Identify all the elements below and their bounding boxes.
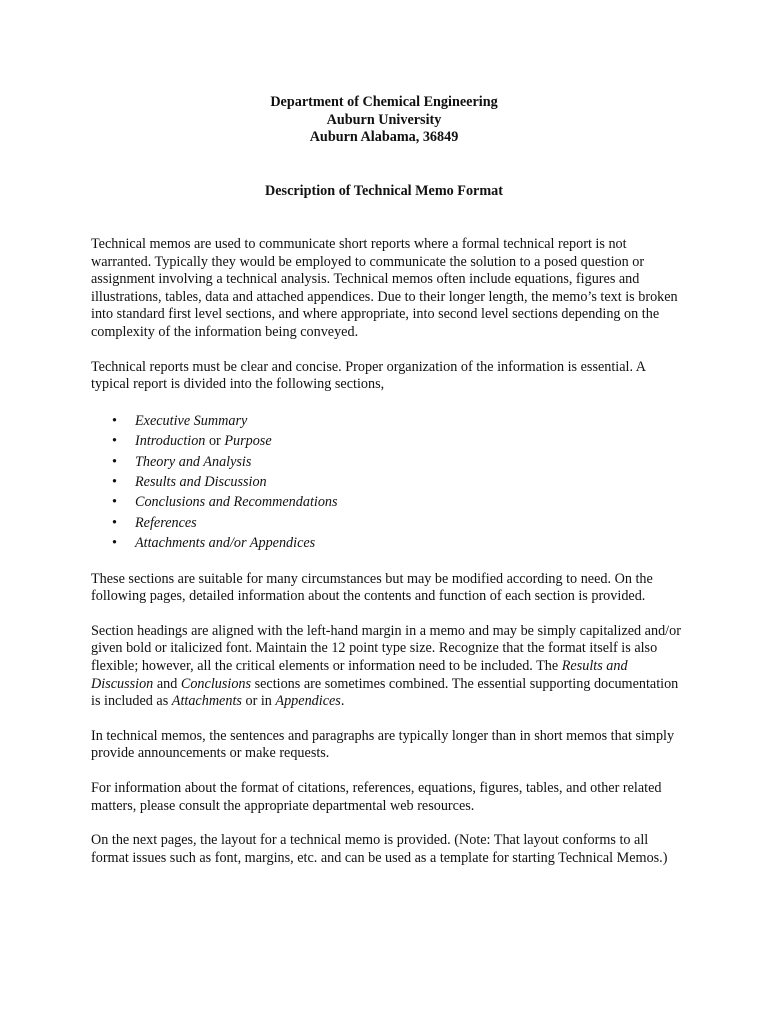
list-item — [91, 431, 681, 451]
section-name: References — [135, 514, 197, 531]
intro-paragraph: Technical memos are used to communicate short reports where a formal technical report is not warranted. Typically they would be employed to communicate the solution to a posed question or assignment involving a technical analysis. Technical memos often include equations, figures and illustrations, tables, data and attached appendices. Due to their longer length, the memo’s text is broken into standard first level sections, and where appropriate, into second level sections depending on the complexity of the information being conveyed. — [91, 236, 678, 340]
bullet-icon: • — [112, 494, 117, 511]
section-name: Theory and Analysis — [135, 453, 252, 470]
bullet-icon: • — [112, 453, 117, 470]
section-name: Results and Discussion — [135, 473, 267, 490]
conclusions-term: Conclusions — [180, 675, 252, 692]
headings-text: and — [153, 675, 181, 692]
bullet-icon: • — [112, 473, 117, 490]
resources-paragraph: For information about the format of citations, references, equations, figures, tables, and other related matters, please consult the appropriate departmental web resources. — [91, 779, 662, 814]
bullet-icon: • — [112, 433, 117, 450]
list-item — [91, 533, 681, 553]
list-item — [91, 411, 681, 431]
letterhead — [0, 94, 768, 147]
section-name: Executive Summary — [135, 412, 248, 429]
headings-text: or in — [241, 693, 276, 710]
next-pages-paragraph: On the next pages, the layout for a technical memo is provided. (Note: That layout conforms to all format issues such as font, margins, etc. and can be used as a template for starting Technical Memos.) — [91, 832, 668, 866]
document-body — [91, 236, 681, 867]
section-name: Introduction — [135, 433, 206, 450]
headings-paragraph — [91, 623, 681, 711]
list-item — [91, 452, 681, 472]
list-item — [91, 513, 681, 533]
section-connector: or — [205, 433, 225, 450]
university-name: Auburn University — [326, 111, 442, 128]
organization-paragraph: Technical reports must be clear and concise. Proper organization of the information is essential. A typical report is divided into the following sections, — [91, 358, 646, 393]
list-item — [91, 492, 681, 512]
modification-paragraph: These sections are suitable for many circumstances but may be modified according to need. On the following pages, detailed information about the contents and function of each section is provided. — [91, 570, 653, 605]
bullet-icon: • — [112, 514, 117, 531]
sentence-length-paragraph: In technical memos, the sentences and paragraphs are typically longer than in short memos that simply provide announcements or make requests. — [91, 727, 675, 762]
headings-text: Section headings are aligned with the left-hand margin in a memo and may be simply capitalized and/or given bold or italicized font. Maintain the 12 point type size. Recognize that the format itself is also flexible; however, all the critical elements or information need to be included. The — [91, 622, 681, 674]
section-name: Conclusions and Recommendations — [135, 494, 338, 511]
bullet-icon: • — [112, 535, 117, 552]
list-item — [91, 472, 681, 492]
section-name: Purpose — [224, 433, 272, 450]
attachments-term: Attachments — [171, 693, 242, 710]
section-name: Attachments and/or Appendices — [135, 535, 316, 552]
section-list — [91, 411, 681, 554]
appendices-term: Appendices — [275, 693, 341, 710]
headings-text: sections are sometimes combined. The essential supporting documentation is included as — [91, 675, 679, 710]
bullet-icon: • — [112, 412, 117, 429]
document-title: Description of Technical Memo Format — [265, 183, 503, 199]
department-name: Department of Chemical Engineering — [270, 94, 498, 110]
headings-text: . — [340, 693, 345, 710]
results-discussion-term: Results and Discussion — [91, 657, 628, 692]
university-location: Auburn Alabama, 36849 — [309, 129, 459, 145]
